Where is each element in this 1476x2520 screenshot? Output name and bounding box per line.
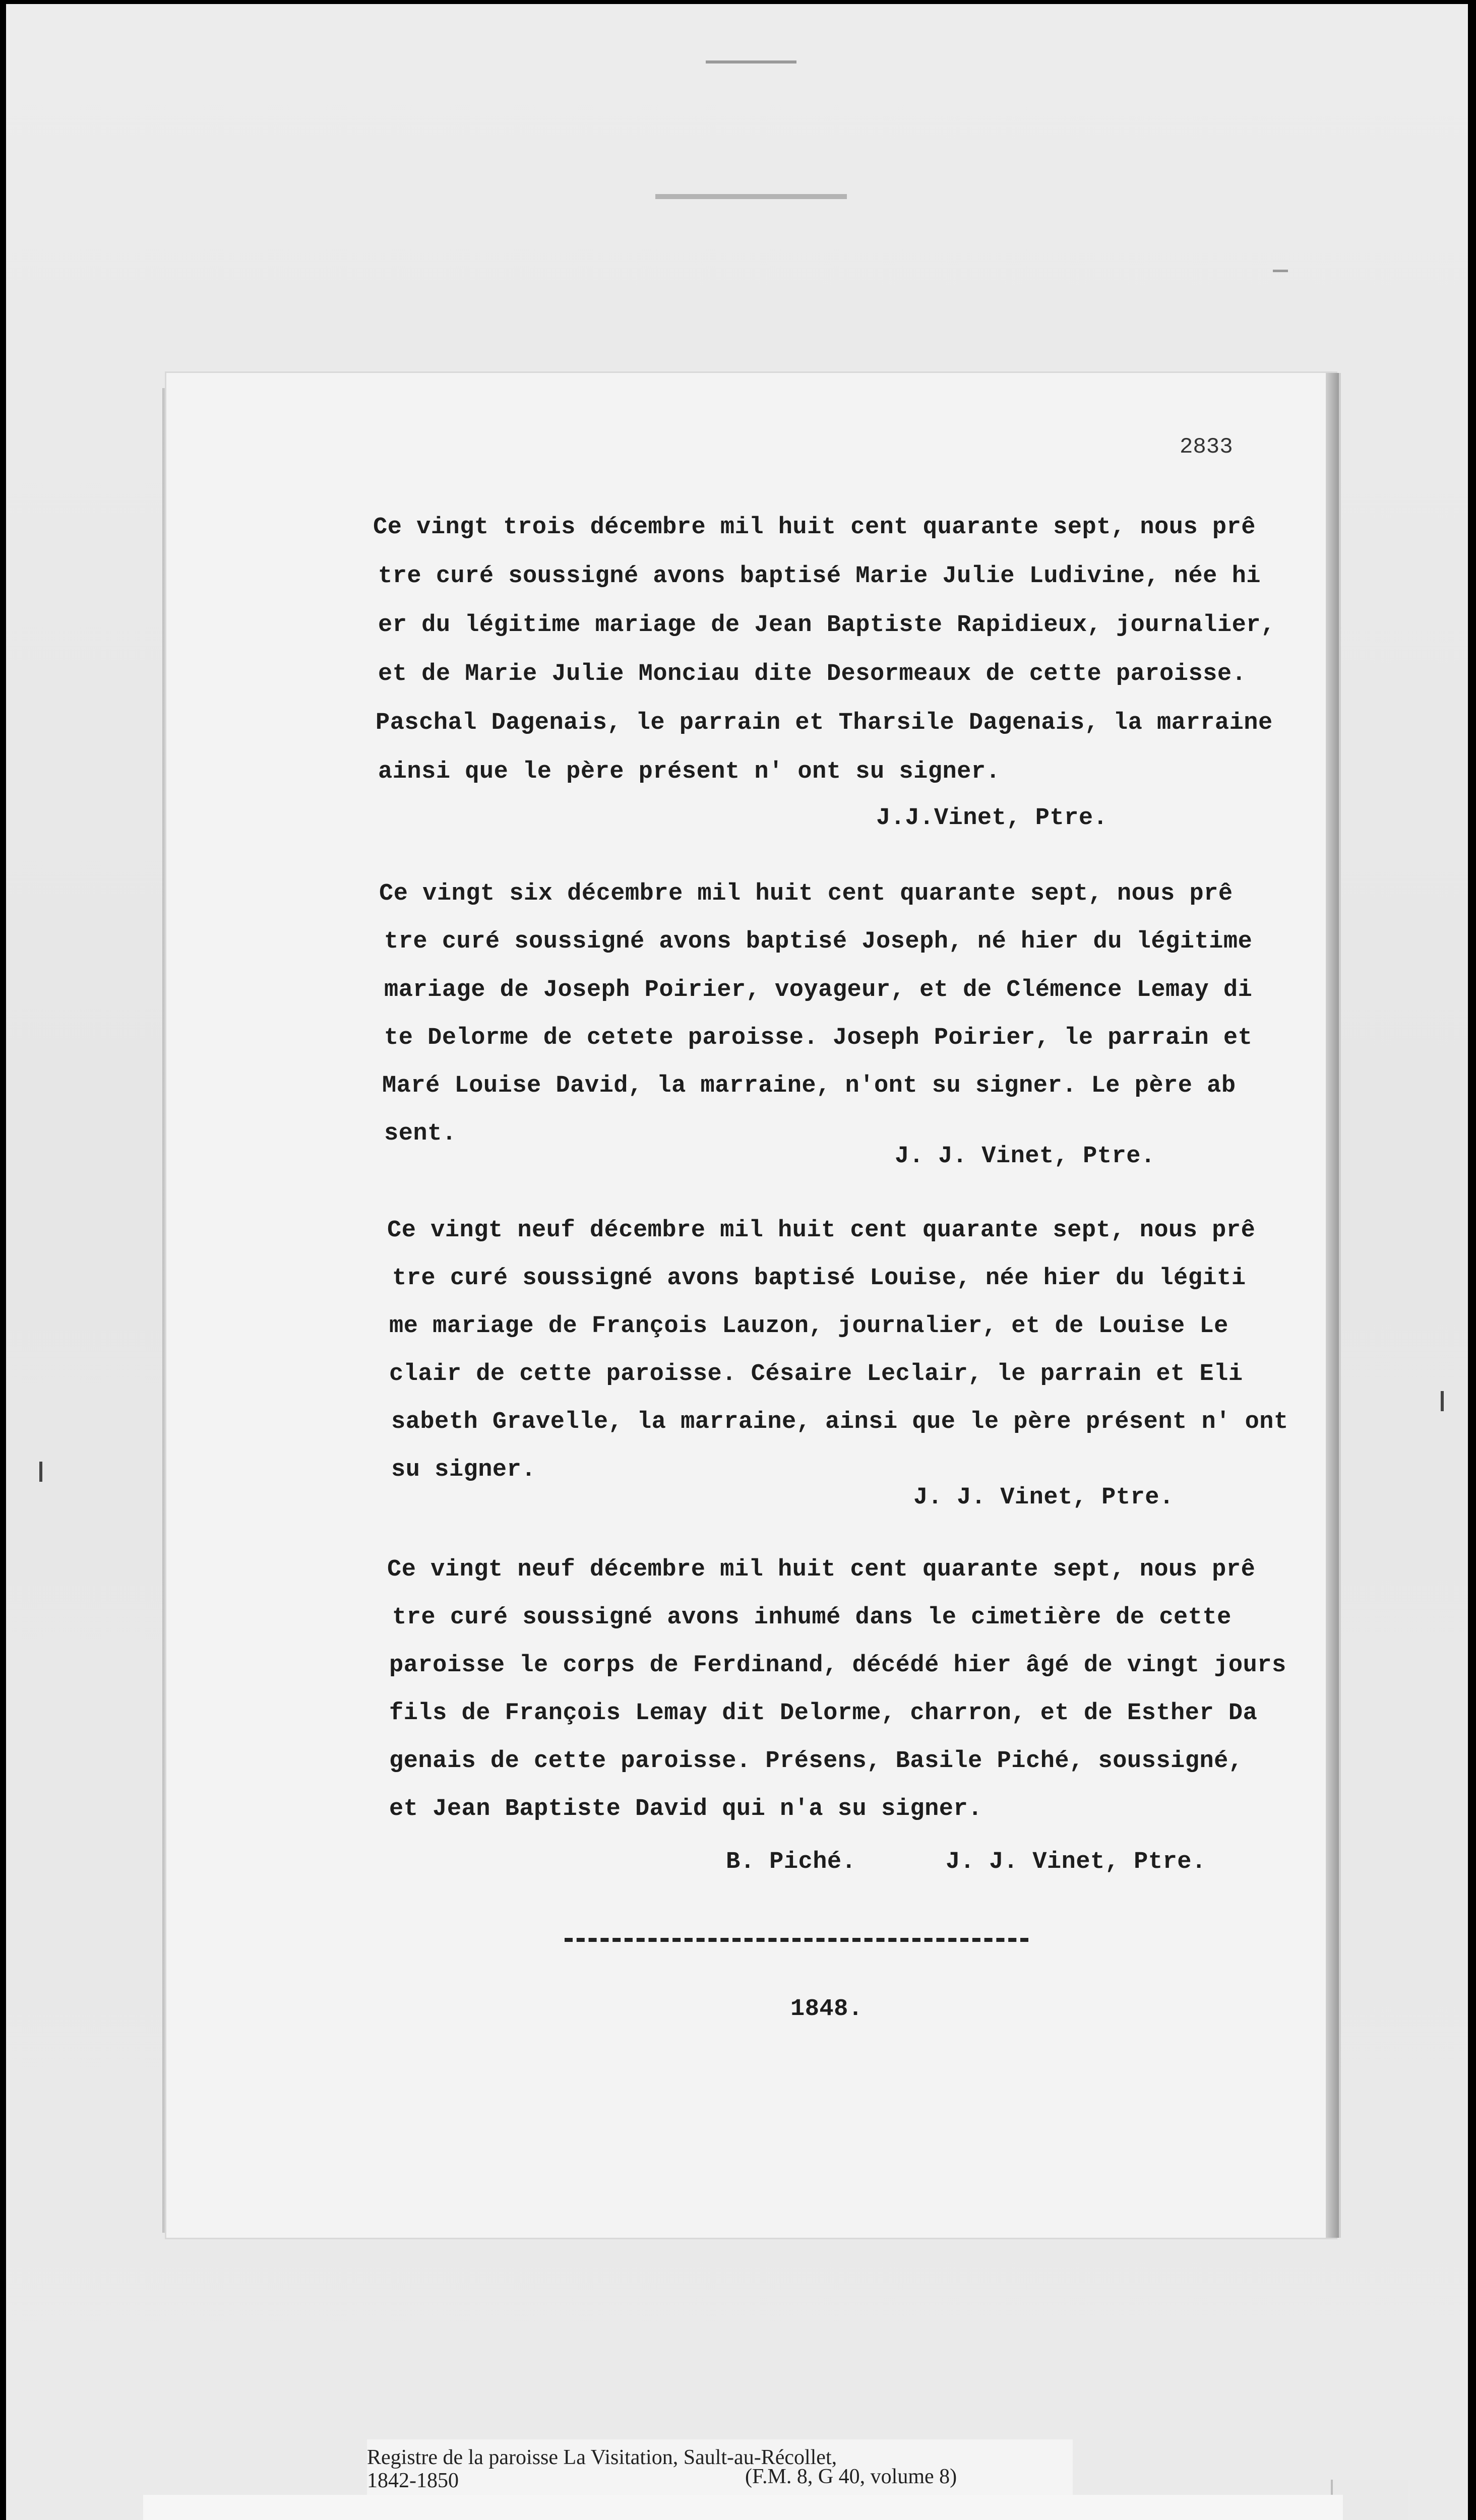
stray-mark	[655, 194, 847, 199]
page-shadow	[1326, 373, 1339, 2238]
entry-3-line-3: me mariage de François Lauzon, journalier, et de Louise Le	[389, 1313, 1228, 1340]
stray-mark	[39, 1462, 42, 1482]
entry-2-line-6: sent.	[384, 1120, 457, 1147]
entry-4-signature-witness: B. Piché.	[726, 1849, 856, 1875]
entry-1-line-4: et de Marie Julie Monciau dite Desormeaux de cette paroisse.	[378, 661, 1247, 687]
entry-2-signature: J. J. Vinet, Ptre.	[895, 1143, 1155, 1170]
entry-1-signature: J.J.Vinet, Ptre.	[876, 805, 1108, 832]
entry-1-line-3: er du légitime mariage de Jean Baptiste Rapidieux, journalier,	[378, 612, 1275, 639]
entry-4-line-2: tre curé soussigné avons inhumé dans le cimetière de cette	[392, 1604, 1232, 1631]
entry-1-line-5: Paschal Dagenais, le parrain et Tharsile Dagenais, la marraine	[376, 710, 1273, 736]
entry-4-signature-priest: J. J. Vinet, Ptre.	[946, 1849, 1206, 1875]
caption-line-1: Registre de la paroisse La Visitation, Sault-au-Récollet,	[367, 2446, 837, 2469]
entry-2-line-3: mariage de Joseph Poirier, voyageur, et de Clémence Lemay di	[384, 977, 1253, 1003]
entry-3-signature: J. J. Vinet, Ptre.	[913, 1484, 1174, 1511]
caption-reference: (F.M. 8, G 40, volume 8)	[745, 2465, 957, 2488]
entry-3-line-5: sabeth Gravelle, la marraine, ainsi que le père présent n' ont	[391, 1409, 1288, 1435]
stray-mark	[1273, 270, 1288, 272]
entry-1-line-1: Ce vingt trois décembre mil huit cent quarante sept, nous prê	[373, 514, 1256, 541]
entry-2-line-1: Ce vingt six décembre mil huit cent quarante sept, nous prê	[379, 880, 1233, 907]
entry-4-line-6: et Jean Baptiste David qui n'a su signer.	[389, 1796, 982, 1822]
typed-register-page	[166, 373, 1336, 2238]
stray-mark	[1441, 1391, 1444, 1411]
entry-4-line-5: genais de cette paroisse. Présens, Basile Piché, soussigné,	[389, 1748, 1243, 1775]
entry-3-line-6: su signer.	[391, 1457, 536, 1483]
entry-3-line-1: Ce vingt neuf décembre mil huit cent quarante sept, nous prê	[387, 1217, 1256, 1244]
entry-4-line-4: fils de François Lemay dit Delorme, charron, et de Esther Da	[389, 1700, 1258, 1727]
page-number: 2833	[1180, 434, 1233, 460]
caption-date-range: 1842-1850	[367, 2469, 459, 2492]
entry-2-line-2: tre curé soussigné avons baptisé Joseph, né hier du légitime	[384, 928, 1253, 955]
entry-2-line-4: te Delorme de cetete paroisse. Joseph Poirier, le parrain et	[384, 1025, 1253, 1051]
entry-4-line-3: paroisse le corps de Ferdinand, décédé hier âgé de vingt jours	[389, 1652, 1286, 1679]
entry-1-line-6: ainsi que le père présent n' ont su signer.	[378, 759, 1001, 785]
stray-mark	[706, 60, 796, 64]
entry-2-line-5: Maré Louise David, la marraine, n'ont su signer. Le père ab	[382, 1073, 1236, 1099]
year-heading: 1848.	[790, 1996, 863, 2023]
section-divider	[565, 1938, 1028, 1942]
entry-3-line-2: tre curé soussigné avons baptisé Louise, née hier du légiti	[392, 1265, 1246, 1292]
entry-1-line-2: tre curé soussigné avons baptisé Marie Julie Ludivine, née hi	[378, 563, 1261, 590]
archives-label	[143, 2495, 1343, 2520]
entry-4-line-1: Ce vingt neuf décembre mil huit cent quarante sept, nous prê	[387, 1556, 1256, 1583]
entry-3-line-4: clair de cette paroisse. Césaire Leclair, le parrain et Eli	[389, 1361, 1243, 1388]
